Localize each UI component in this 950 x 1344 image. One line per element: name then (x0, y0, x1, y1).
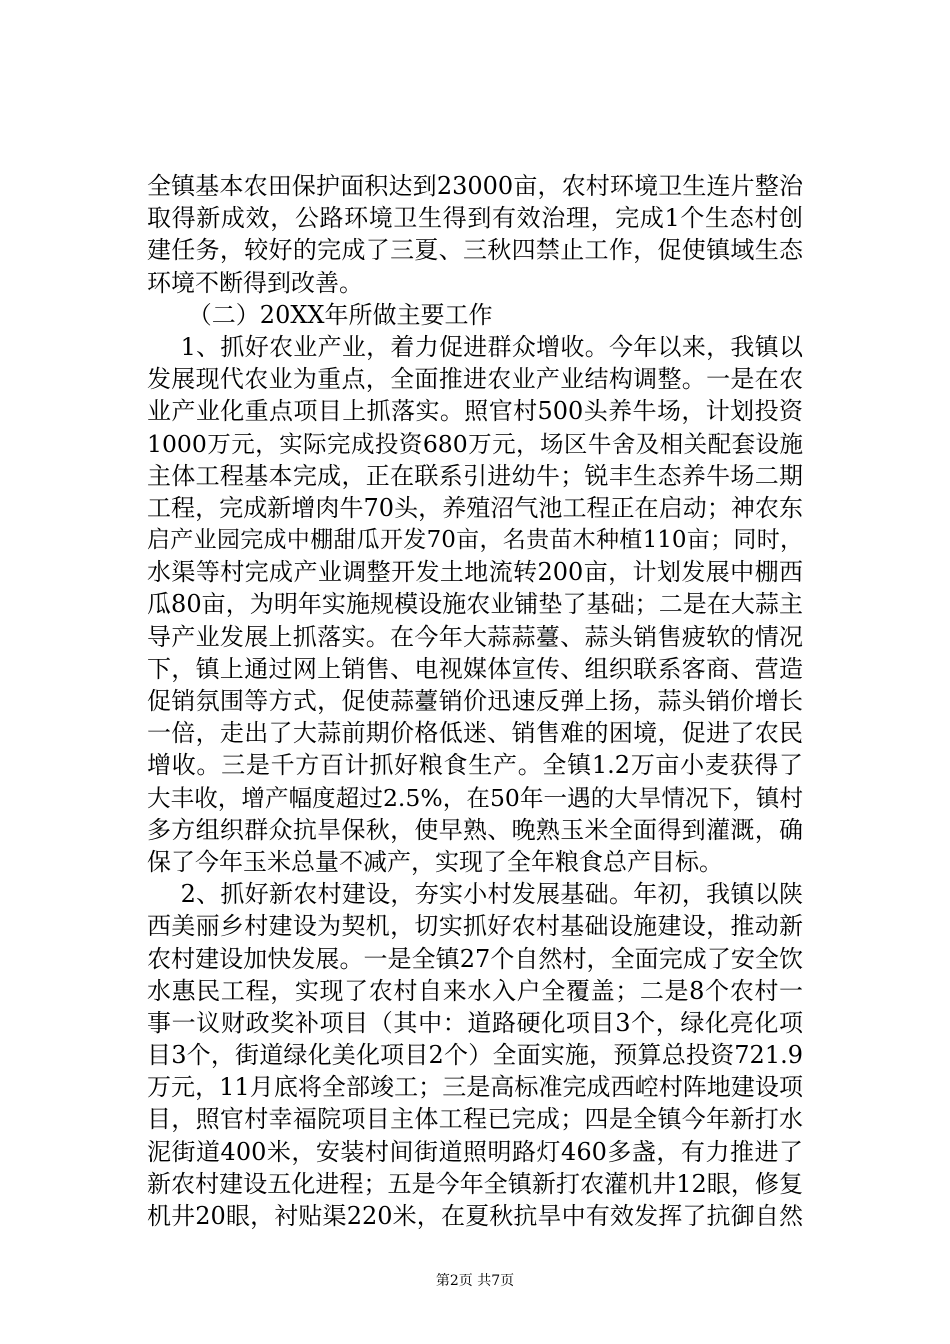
text-line: 多方组织群众抗旱保秋，使早熟、晚熟玉米全面得到灌溉，确 (147, 815, 803, 844)
text-line: 1000万元，实际完成投资680万元，场区牛舍及相关配套设施 (147, 429, 803, 458)
text-line: 新农村建设五化进程；五是今年全镇新打农灌机井12眼，修复 (147, 1169, 803, 1198)
text-line: 增收。三是千方百计抓好粮食生产。全镇1.2万亩小麦获得了 (147, 751, 803, 780)
text-line: 一倍，走出了大蒜前期价格低迷、销售难的困境，促进了农民 (147, 719, 803, 748)
text-line: 保了今年玉米总量不减产，实现了全年粮食总产目标。 (147, 847, 723, 876)
text-line: 导产业发展上抓落实。在今年大蒜蒜薹、蒜头销售疲软的情况 (147, 622, 803, 651)
text-line: 全镇基本农田保护面积达到23000亩，农村环境卫生连片整治 (147, 172, 803, 200)
text-line: 目3个，街道绿化美化项目2个）全面实施，预算总投资721.9 (147, 1041, 803, 1070)
text-line: 瓜80亩，为明年实施规模设施农业铺垫了基础；二是在大蒜主 (147, 590, 803, 619)
document-body (147, 170, 803, 1232)
text-line: 发展现代农业为重点，全面推进农业产业结构调整。一是在农 (147, 365, 803, 394)
text-line: 促销氛围等方式，促使蒜薹销价迅速反弹上扬，蒜头销价增长 (147, 687, 803, 715)
text-line: 主体工程基本完成，正在联系引进幼牛；锐丰生态养牛场二期 (147, 461, 803, 490)
text-line: 建任务，较好的完成了三夏、三秋四禁止工作，促使镇域生态 (147, 236, 803, 265)
text-line: 下，镇上通过网上销售、电视媒体宣传、组织联系客商、营造 (147, 654, 803, 683)
text-line: 大丰收，增产幅度超过2.5%，在50年一遇的大旱情况下，镇村 (147, 783, 803, 812)
text-line: 工程，完成新增肉牛70头，养殖沼气池工程正在启动；神农东 (147, 493, 803, 522)
text-line: 水渠等村完成产业调整开发土地流转200亩，计划发展中棚西 (147, 558, 803, 587)
text-line: 目，照官村幸福院项目主体工程已完成；四是全镇今年新打水 (147, 1105, 803, 1134)
text-line: 事一议财政奖补项目（其中：道路硬化项目3个，绿化亮化项 (147, 1008, 803, 1037)
text-line: 西美丽乡村建设为契机，切实抓好农村基础设施建设，推动新 (147, 912, 803, 941)
text-line: 机井20眼，衬贴渠220米，在夏秋抗旱中有效发挥了抗御自然 (147, 1202, 803, 1230)
text-line: 环境不断得到改善。 (147, 268, 363, 297)
text-line: 万元，11月底将全部竣工；三是高标准完成西崆村阵地建设项 (147, 1073, 803, 1102)
text-line: 业产业化重点项目上抓落实。照官村500头养牛场，计划投资 (147, 397, 803, 426)
text-line: 2、抓好新农村建设，夯实小村发展基础。年初，我镇以陕 (180, 880, 803, 909)
text-line: （二）20XX年所做主要工作 (187, 300, 493, 329)
text-line: 泥街道400米，安装村间街道照明路灯460多盏，有力推进了 (147, 1137, 803, 1166)
text-line: 启产业园完成中棚甜瓜开发70亩，名贵苗木种植110亩；同时， (147, 527, 803, 554)
text-line: 1、抓好农业产业，着力促进群众增收。今年以来，我镇以 (180, 332, 803, 361)
text-line: 农村建设加快发展。一是全镇27个自然村，全面完成了安全饮 (147, 944, 803, 973)
text-line: 水惠民工程，实现了农村自来水入户全覆盖；二是8个农村一 (147, 976, 803, 1005)
text-line: 取得新成效，公路环境卫生得到有效治理，完成1个生态村创 (147, 204, 803, 233)
page-footer: 第2页 共7页 (435, 1273, 515, 1289)
